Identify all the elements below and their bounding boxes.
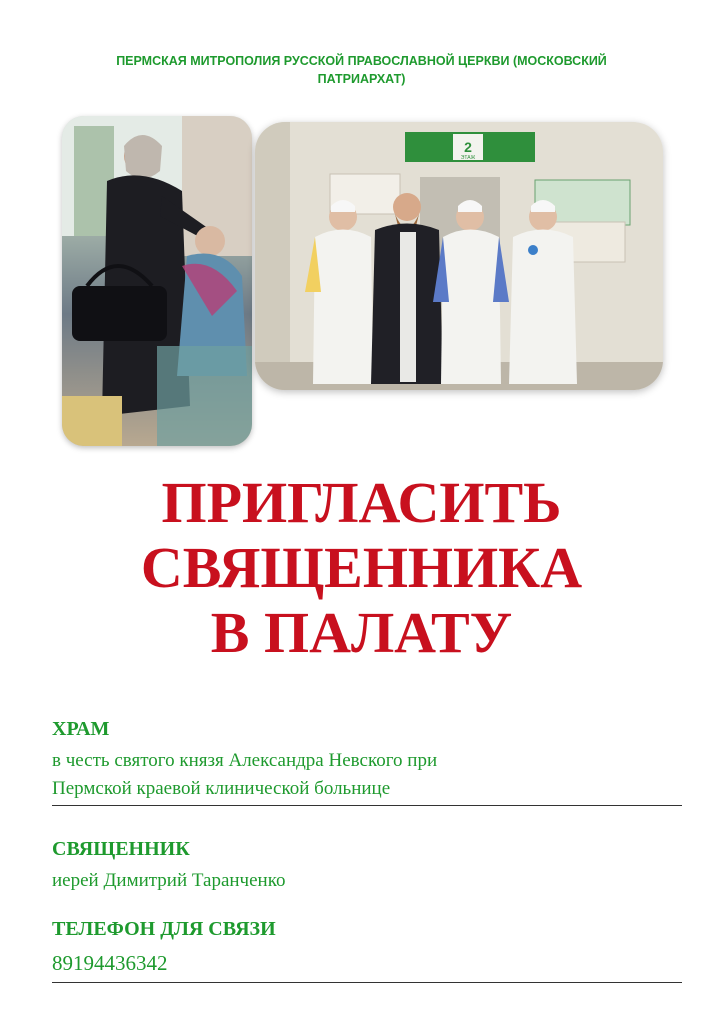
title-line-3: В ПАЛАТУ <box>210 600 513 665</box>
page-title <box>30 470 693 665</box>
header-line-1: ПЕРМСКАЯ МИТРОПОЛИЯ РУССКОЙ ПРАВОСЛАВНОЙ ЦЕРКВИ (МОСКОВСКИЙ <box>116 54 607 68</box>
phone-label: ТЕЛЕФОН ДЛЯ СВЯЗИ <box>52 918 276 940</box>
floor-sign-sub: ЭТАЖ <box>460 155 476 161</box>
priest-label: СВЯЩЕННИК <box>52 838 190 860</box>
photo-priest-blessing-patient <box>62 116 252 446</box>
divider <box>52 805 682 806</box>
title-line-1: ПРИГЛАСИТЬ <box>161 470 562 535</box>
diocese-header <box>40 52 683 88</box>
photo-left-illustration <box>62 116 252 446</box>
temple-line-2: Пермской краевой клинической больнице <box>52 778 391 799</box>
header-line-2: ПАТРИАРХАТ) <box>317 72 406 86</box>
phone-number: 89194436342 <box>52 951 168 975</box>
temple-label: ХРАМ <box>52 718 110 740</box>
temple-line-1: в честь святого князя Александра Невского при <box>52 750 438 771</box>
title-line-2: СВЯЩЕННИКА <box>140 535 583 600</box>
divider <box>52 982 682 983</box>
floor-sign-number: 2 <box>464 139 472 155</box>
photo-right-illustration <box>255 122 663 390</box>
photo-priest-with-sisters <box>255 122 663 390</box>
priest-name: иерей Димитрий Таранченко <box>52 870 286 891</box>
